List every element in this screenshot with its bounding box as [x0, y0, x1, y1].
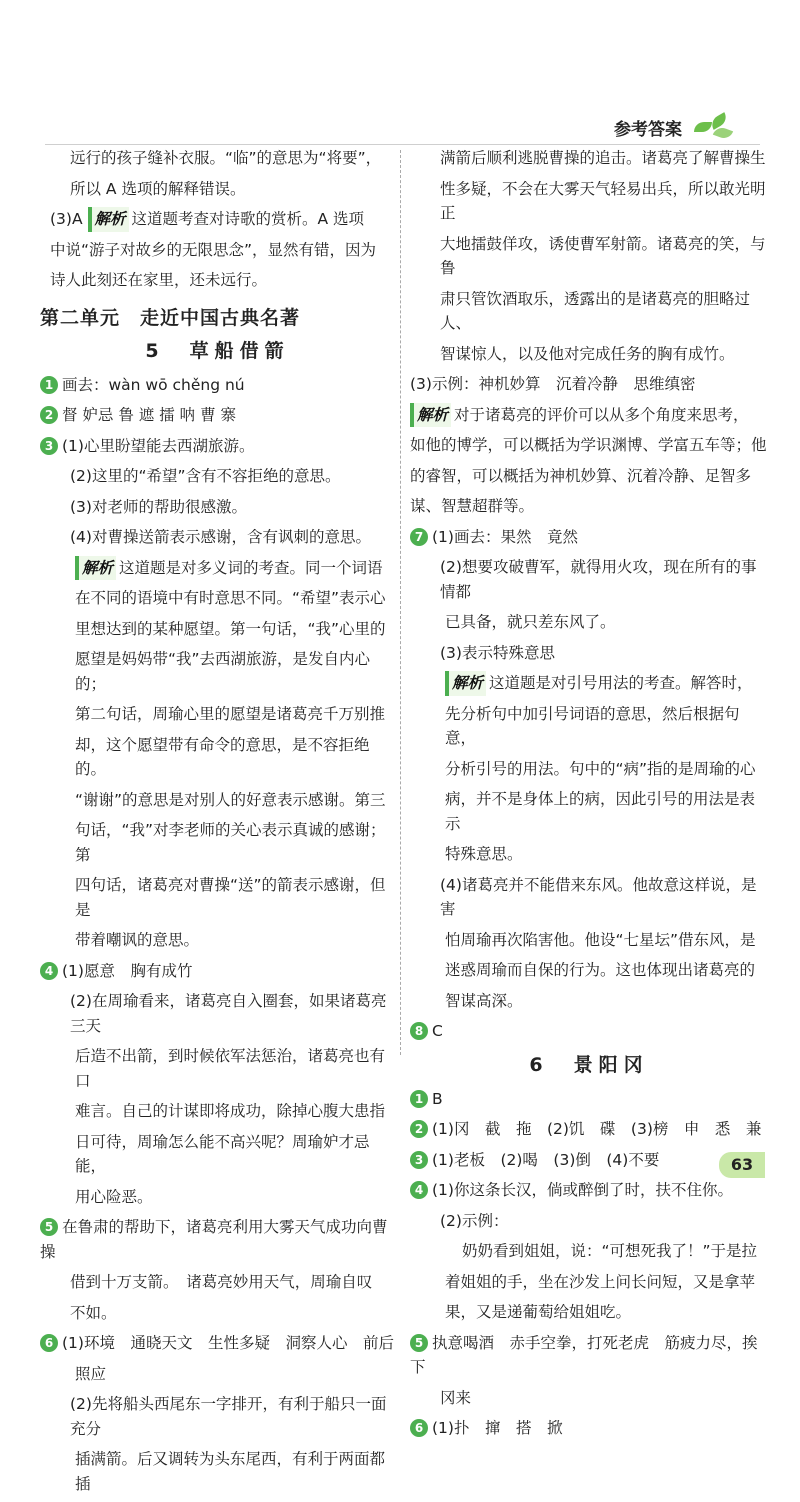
answer-text: 中说“游子对故乡的无限思念”，显然有错，因为 [50, 240, 377, 259]
question-2 [410, 1117, 768, 1142]
number-marker-icon: 1 [410, 1090, 428, 1108]
answer-text: 愿望是妈妈带“我”去西湖旅游，是发自内心的； [75, 650, 371, 693]
analysis-badge: 解析 [445, 671, 486, 696]
answer-label: (3)A [50, 210, 83, 228]
answer-text: 执意喝酒 赤手空拳，打死老虎 筋疲力尽，挨下 [410, 1333, 758, 1376]
leaf-decoration-icon [690, 116, 760, 138]
header-title: 参考答案 [614, 119, 682, 140]
answer-text: 着姐姐的手，坐在沙发上问长问短，又是拿苹 [445, 1272, 756, 1291]
answer-text: (2)示例： [440, 1211, 509, 1230]
answer-text: 性多疑，不会在大雾天气轻易出兵，所以敢光明正 [440, 179, 766, 222]
question-2 [40, 403, 395, 428]
number-marker-icon: 3 [40, 437, 58, 455]
answer-text: 所以 A 选项的解释错误。 [70, 179, 246, 198]
analysis [410, 403, 768, 428]
question-3 [410, 1148, 768, 1173]
answer-text: 谋、智慧超群等。 [410, 497, 535, 515]
answer-item [40, 207, 395, 232]
question-5 [40, 1215, 395, 1264]
number-marker-icon: 6 [40, 1334, 58, 1352]
answer-text: 不如。 [70, 1303, 117, 1322]
answer-text: 特殊意思。 [445, 845, 523, 863]
question-8 [410, 1019, 768, 1044]
number-marker-icon: 2 [410, 1120, 428, 1138]
answer-text: 借到十万支箭。 诸葛亮妙用天气，周瑜自叹 [70, 1273, 373, 1291]
analysis-badge: 解析 [410, 403, 451, 428]
answer-text: 带着嘲讽的意思。 [75, 931, 200, 949]
answer-text: 分析引号的用法。句中的“病”指的是周瑜的心 [445, 759, 756, 778]
answer-text: 第二句话，周瑜心里的愿望是诸葛亮千万别推 [75, 705, 386, 723]
question-4 [410, 1178, 768, 1203]
answer-text: 插满箭。后又调转为头东尾西，有利于两面都插 [75, 1450, 386, 1493]
answer-text: 日可待，周瑜怎么能不高兴呢？周瑜妒才忌能， [75, 1132, 370, 1175]
answer-text: 这道题是对引号用法的考查。解答时， [489, 674, 753, 692]
number-marker-icon: 4 [40, 962, 58, 980]
analysis-badge: 解析 [75, 556, 116, 581]
number-marker-icon: 5 [40, 1218, 58, 1236]
answer-text: 肃只管饮酒取乐，透露出的是诸葛亮的胆略过人、 [440, 289, 751, 332]
answer-text: (4)对曹操送箭表示感谢，含有讽刺的意思。 [70, 528, 371, 546]
answer-text: 在不同的语境中有时意思不同。“希望”表示心 [75, 589, 386, 607]
answer-text: (1)愿意 胸有成竹 [62, 961, 193, 980]
question-4 [40, 959, 395, 984]
number-marker-icon: 1 [40, 376, 58, 394]
left-column [40, 146, 395, 1502]
answer-text: B [432, 1089, 443, 1108]
answer-text: 督 妒忌 鲁 遮 擂 呐 曹 寨 [62, 406, 236, 424]
answer-text: (3)对老师的帮助很感激。 [70, 497, 247, 516]
answer-text: 画去：wàn wō chěng nú [62, 375, 245, 394]
number-marker-icon: 4 [410, 1181, 428, 1199]
answer-text: 大地擂鼓佯攻，诱使曹军射箭。诸葛亮的笑，与鲁 [440, 234, 766, 277]
answer-text: “谢谢”的意思是对别人的好意表示感谢。第三 [75, 790, 386, 809]
answer-text: 怕周瑜再次陷害他。他设“七星坛”借东风，是 [445, 930, 756, 949]
answer-text: 迷惑周瑜而自保的行为。这也体现出诸葛亮的 [445, 961, 756, 979]
answer-text: 果，又是递葡萄给姐姐吃。 [445, 1303, 632, 1321]
column-divider [400, 150, 401, 1055]
answer-text: 先分析句中加引号词语的意思，然后根据句意， [445, 704, 740, 747]
page-number: 63 [719, 1152, 765, 1178]
question-7 [410, 525, 768, 550]
answer-text: (2)在周瑜看来，诸葛亮自入圈套，如果诸葛亮三天 [70, 992, 387, 1035]
answer-text: (4)诸葛亮并不能借来东风。他故意这样说，是害 [440, 875, 757, 918]
answer-text: (1)老板 (2)喝 (3)倒 (4)不要 [432, 1150, 660, 1169]
number-marker-icon: 8 [410, 1022, 428, 1040]
answer-text: (1)扑 撺 搭 掀 [432, 1419, 563, 1437]
answer-text: 这道题是对多义词的考查。同一个词语 [119, 558, 383, 577]
answer-text: 如他的博学，可以概括为学识渊博、学富五车等；他 [410, 436, 767, 454]
answer-text: 句话，“我”对李老师的关心表示真诚的感谢；第 [75, 821, 386, 864]
page-header [614, 110, 760, 144]
answer-text: (2)想要攻破曹军，就得用火攻，现在所有的事情都 [440, 558, 757, 601]
lesson-title: 6 景阳冈 [529, 1053, 649, 1076]
question-5 [410, 1331, 768, 1380]
answer-text: 却，这个愿望带有命令的意思，是不容拒绝的。 [75, 735, 370, 778]
answer-text: 的睿智，可以概括为神机妙算、沉着冷静、足智多 [410, 466, 752, 485]
answer-text: (1)冈 截 拖 (2)饥 碟 (3)榜 申 悉 兼 [432, 1120, 762, 1138]
answer-text: (2)先将船头西尾东一字排开，有利于船只一面充分 [70, 1395, 387, 1438]
answer-text: 智谋惊人，以及他对完成任务的胸有成竹。 [440, 344, 735, 363]
right-column [410, 146, 768, 1447]
question-6 [40, 1331, 395, 1356]
unit-title: 第二单元 走近中国古典名著 [40, 306, 301, 329]
number-marker-icon: 6 [410, 1419, 428, 1437]
answer-text: (1)你这条长汉，倘或醉倒了时，扶不住你。 [432, 1181, 733, 1199]
answer-text: 难言。自己的计谋即将成功，除掉心腹大患指 [75, 1102, 386, 1120]
answer-text: 后造不出箭，到时候依军法惩治，诸葛亮也有口 [75, 1047, 386, 1090]
answer-text: (3)表示特殊意思 [440, 643, 555, 662]
question-6 [410, 1416, 768, 1441]
answer-text: 用心险恶。 [75, 1187, 153, 1206]
answer-text: 冈来 [440, 1388, 472, 1407]
header-rule [45, 144, 760, 145]
answer-text: (1)心里盼望能去西湖旅游。 [62, 436, 255, 455]
number-marker-icon: 3 [410, 1151, 428, 1169]
answer-text: 对于诸葛亮的评价可以从多个角度来思考， [454, 405, 749, 424]
answer-text: 奶奶看到姐姐，说：“可想死我了！”于是拉 [462, 1242, 758, 1260]
answer-text: 智谋高深。 [445, 991, 523, 1010]
number-marker-icon: 2 [40, 406, 58, 424]
analysis-badge: 解析 [88, 207, 129, 232]
answer-text: 满箭后顺利逃脱曹操的追击。诸葛亮了解曹操生 [440, 149, 766, 167]
answer-text: (1)环境 通晓天文 生性多疑 洞察人心 前后 [62, 1334, 394, 1352]
answer-text: 照应 [75, 1364, 107, 1383]
question-1 [410, 1087, 768, 1112]
lesson-title: 5 草船借箭 [145, 339, 290, 362]
answer-text: (3)示例：神机妙算 沉着冷静 思维缜密 [410, 375, 696, 393]
number-marker-icon: 5 [410, 1334, 428, 1352]
answer-text: (1)画去：果然 竟然 [432, 527, 578, 546]
question-1 [40, 373, 395, 398]
answer-text: (2)这里的“希望”含有不容拒绝的意思。 [70, 467, 341, 485]
answer-text: 诗人此刻还在家里，还未远行。 [50, 271, 268, 289]
number-marker-icon: 7 [410, 528, 428, 546]
answer-text: C [432, 1022, 443, 1040]
question-3 [40, 434, 395, 459]
answer-text: 在鲁肃的帮助下，诸葛亮利用大雾天气成功向曹操 [40, 1218, 388, 1261]
answer-text: 病，并不是身体上的病，因此引号的用法是表示 [445, 790, 756, 833]
answer-text: 里想达到的某种愿望。第一句话，“我”心里的 [75, 619, 386, 638]
answer-text: 远行的孩子缝补衣服。“临”的意思为“将要”， [70, 149, 382, 167]
analysis [40, 556, 395, 581]
answer-text: 四句话，诸葛亮对曹操“送”的箭表示感谢，但是 [75, 876, 386, 919]
answer-text: 这道题考查对诗歌的赏析。A 选项 [131, 210, 365, 228]
answer-text: 已具备，就只差东风了。 [445, 613, 616, 631]
analysis [410, 671, 768, 696]
